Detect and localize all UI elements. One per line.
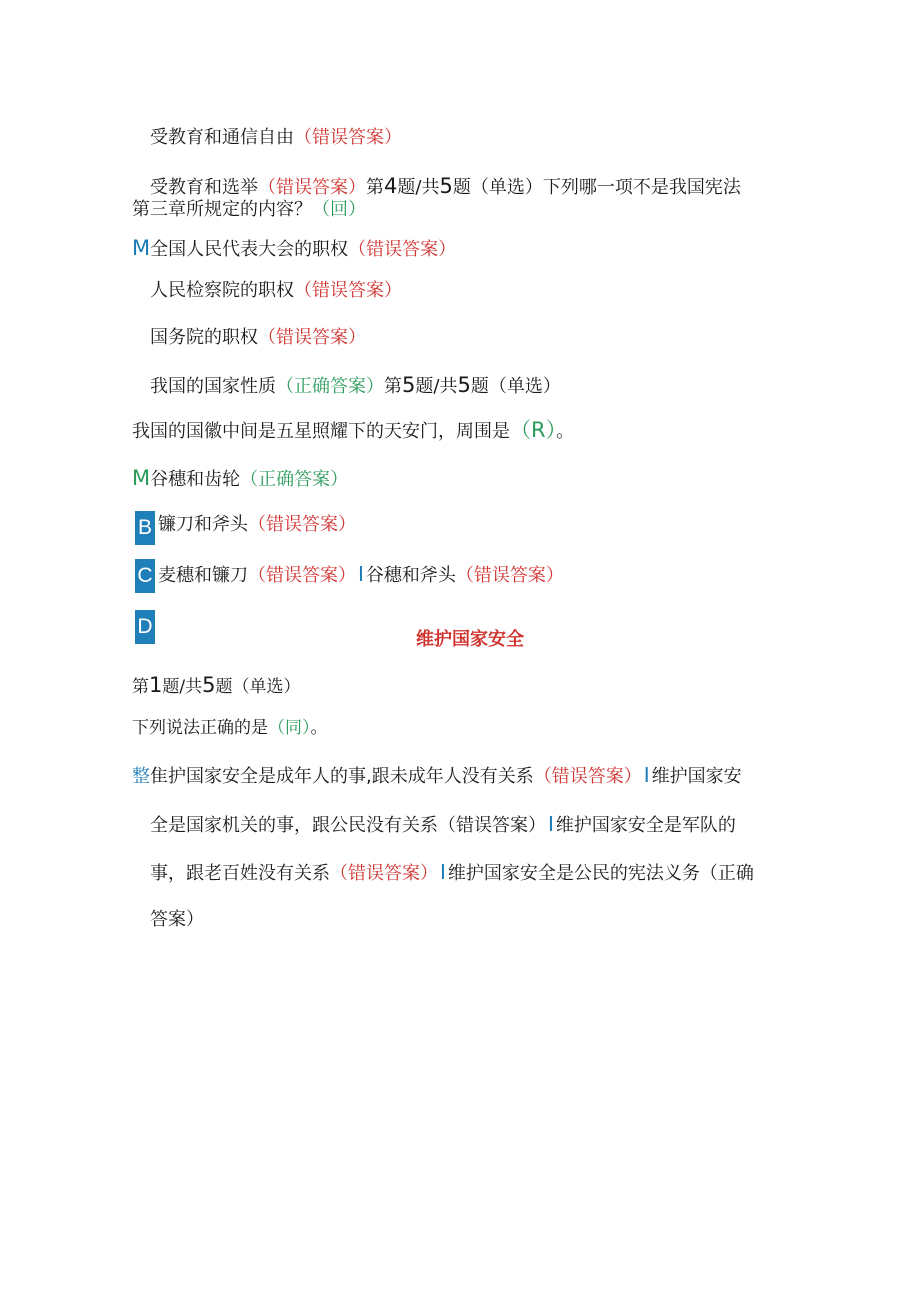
option-text: 国务院的职权	[150, 327, 258, 348]
correct-answer-label: （正确答案）	[240, 469, 349, 490]
question-text: 第三章所规定的内容？（回）	[132, 199, 366, 220]
wrong-answer-label: （错误答案）	[258, 177, 366, 198]
wrong-answer-label: （错误答案）	[248, 565, 356, 586]
wrong-answer-label: （错误答案）	[258, 327, 366, 348]
option-mark: M	[132, 236, 151, 260]
option-mark: 整	[132, 766, 150, 787]
section-title: 维护国家安全	[416, 629, 524, 650]
option-line	[132, 466, 348, 492]
option-line	[150, 174, 741, 200]
question-header: 第1题/共5题（单选）	[132, 673, 301, 697]
option-line	[158, 562, 564, 588]
option-text: 维护国家安	[651, 766, 742, 787]
option-line	[150, 279, 402, 303]
option-line	[150, 908, 204, 932]
option-text: 维护国家安全是军队的	[555, 815, 736, 836]
option-badge-b: B	[135, 511, 155, 545]
option-line	[132, 763, 742, 789]
option-text: 受教育和选举	[150, 177, 258, 198]
option-badge-d: D	[135, 610, 155, 644]
option-line	[150, 373, 561, 399]
option-text: 事，跟老百姓没有关系	[150, 863, 330, 884]
answer-placeholder: （R）	[510, 418, 557, 442]
wrong-answer-label: （错误答案）	[294, 280, 402, 301]
option-text: 全是国家机关的事，跟公民没有关系（错误答案）	[150, 815, 546, 836]
option-line	[150, 126, 402, 150]
answer-placeholder: （同）	[268, 718, 311, 738]
option-text: 镰刀和斧头	[158, 514, 248, 535]
option-text: 麦穗和镰刀	[158, 565, 248, 586]
option-text: 受教育和通信自由	[150, 127, 294, 148]
option-text: 谷穗和齿轮	[150, 469, 241, 490]
option-line	[158, 513, 356, 537]
option-text: 全国人民代表大会的职权	[150, 239, 349, 260]
option-line	[150, 860, 754, 886]
option-line	[150, 812, 736, 838]
separator: I	[358, 562, 364, 586]
option-text: 答案）	[150, 909, 204, 930]
wrong-answer-label: （错误答案）	[455, 565, 564, 586]
wrong-answer-label: （错误答案）	[348, 239, 457, 260]
option-badge-c: C	[135, 559, 155, 593]
separator: I	[440, 860, 446, 884]
wrong-answer-label: （错误答案）	[533, 766, 642, 787]
option-line	[150, 326, 366, 350]
separator: I	[643, 763, 650, 787]
option-text: 谷穗和斧头	[365, 565, 456, 586]
option-mark: M	[132, 466, 151, 490]
option-text: 人民检察院的职权	[150, 280, 294, 301]
question-text: 下列说法正确的是（同）。	[132, 718, 328, 738]
option-text: 隹护国家安全是成年人的事,跟未成年人没有关系	[150, 766, 534, 787]
wrong-answer-label: （错误答案）	[330, 863, 438, 884]
question-header: 第4题/共5题（单选）下列哪一项不是我国宪法	[366, 174, 741, 198]
answer-placeholder: （回）	[312, 199, 366, 220]
correct-answer-label: （正确答案）	[276, 376, 384, 397]
option-text: 维护国家安全是公民的宪法义务（正确	[447, 863, 754, 884]
option-line	[132, 236, 456, 262]
wrong-answer-label: （错误答案）	[294, 127, 402, 148]
question-text: 我国的国徽中间是五星照耀下的天安门，周围是（R）。	[132, 418, 575, 442]
separator: I	[548, 812, 554, 836]
question-header: 第5题/共5题（单选）	[384, 373, 561, 397]
wrong-answer-label: （错误答案）	[248, 514, 356, 535]
option-text: 我国的国家性质	[150, 376, 276, 397]
